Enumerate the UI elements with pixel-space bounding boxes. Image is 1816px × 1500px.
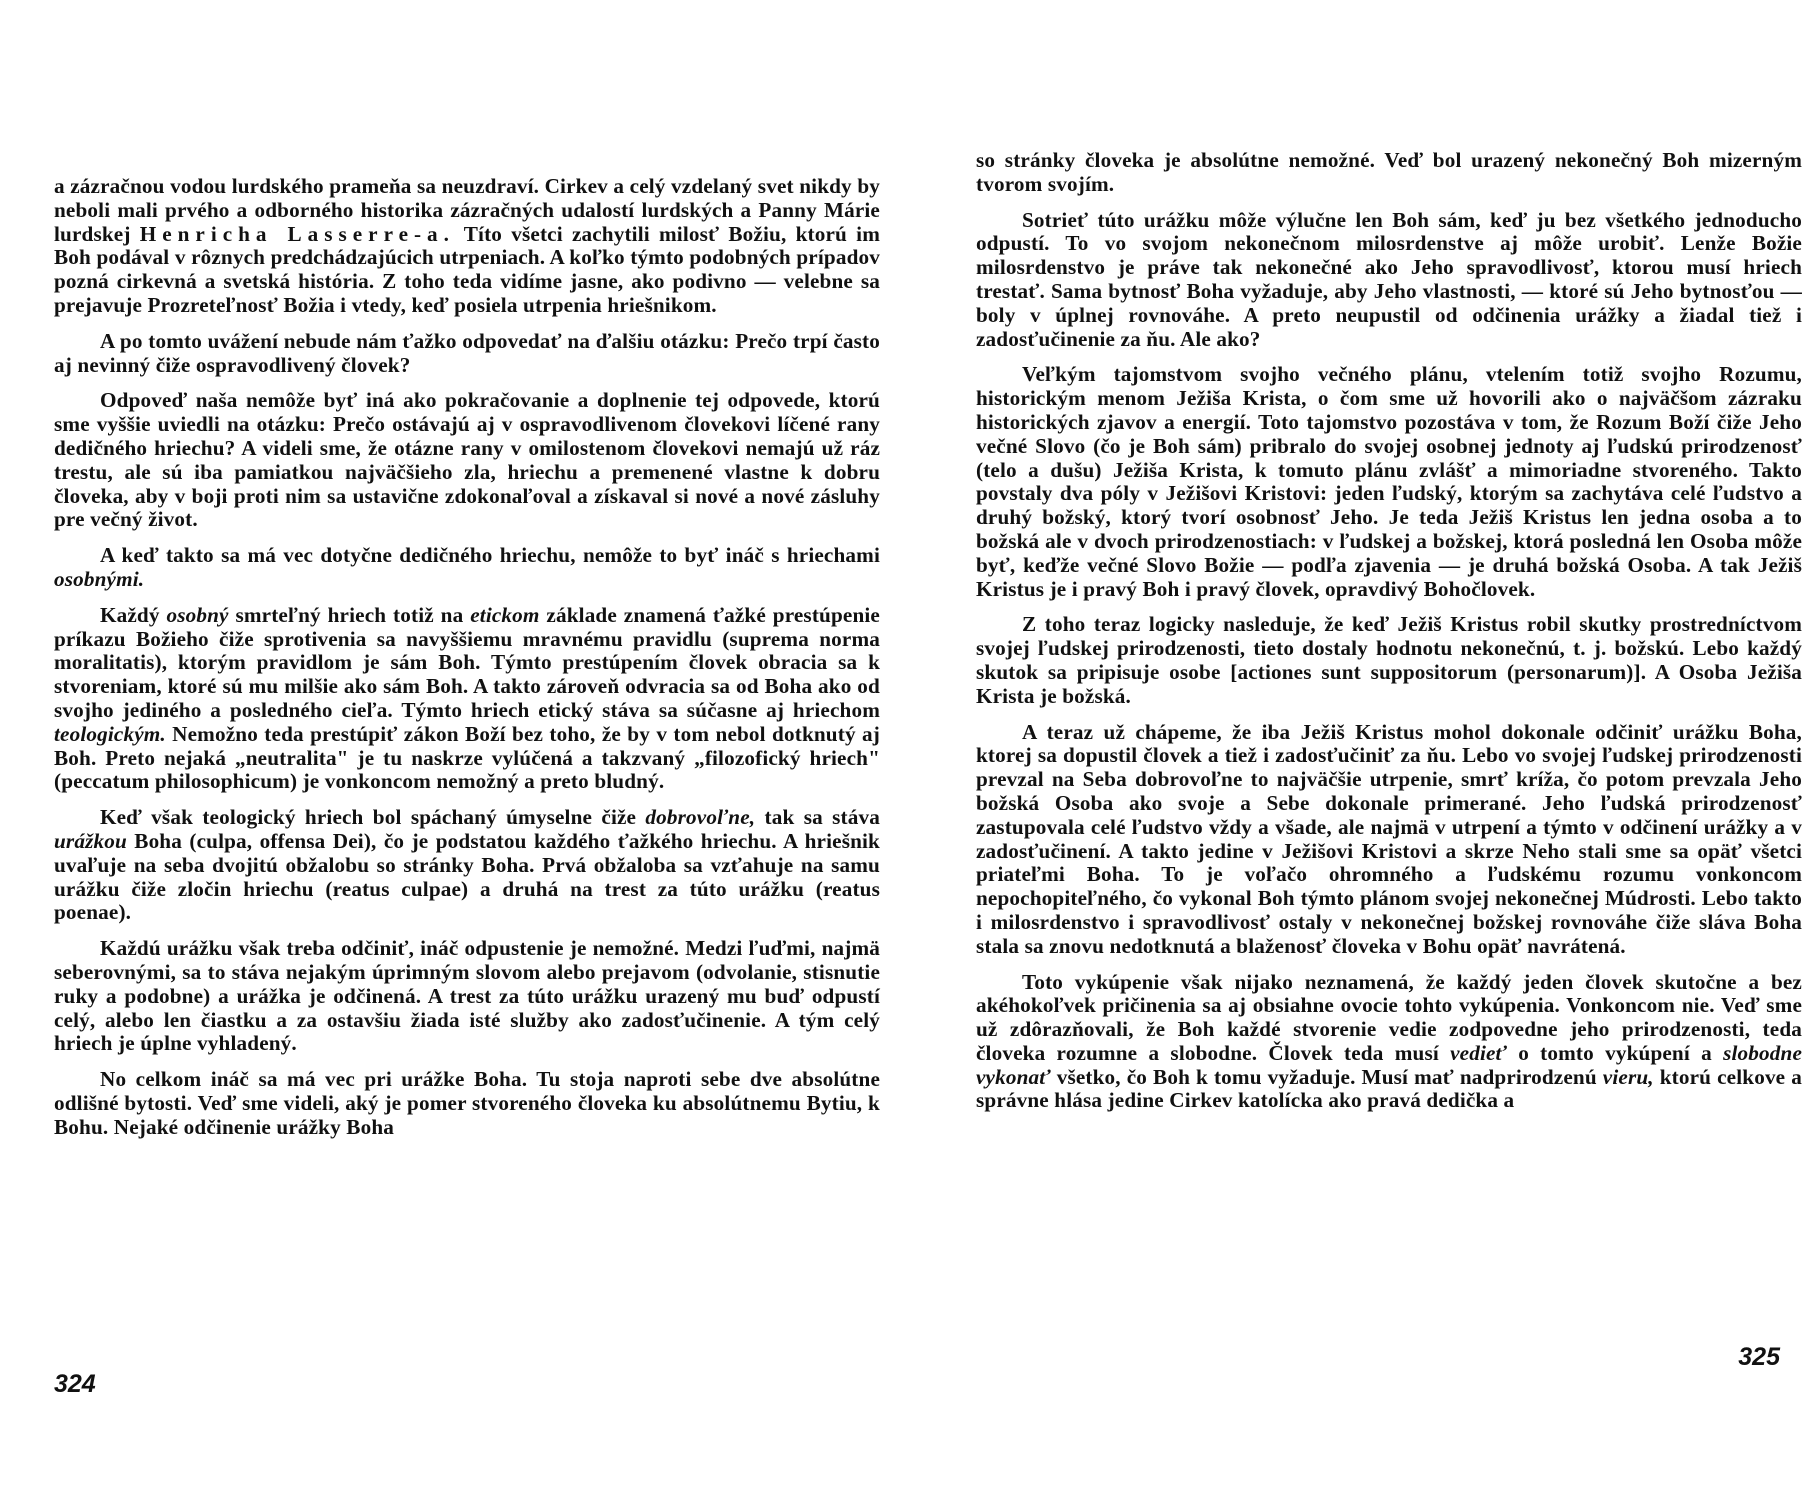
paragraph: a zázračnou vodou lurdského prameňa sa neuzdraví. Cirkev a celý vzdelaný svet nikdy by neboli mali prvého a odborného historika zázračných udalostí lurdských a Panny Márie lurdskej Henricha Lasserre-a. Títo všetci zachytili milosť Božiu, ktorú im Boh podával v rôznych predchádzajúcich utrpeniach. A koľko týmto podobných prípadov pozná cirkevná a svetská história. Z toho teda vidíme jasne, ako podivno — velebne sa prejavuje Prozreteľnosť Božia i vtedy, keď posiela utrpenia hriešnikom. xyxy=(54,174,881,317)
paragraph: Sotrieť túto urážku môže výlučne len Boh sám, keď ju bez všetkého jednoducho odpustí. To vo svojom nekonečnom milosrdenstve aj môže urobiť. Lenže Božie milosrdenstvo je práve tak nekonečné ako Jeho spravodlivosť, ktorou musí hriech trestať. Sama bytnosť Boha vyžaduje, aby Jeho vlastnosti, — ktoré sú Jeho bytnosťou — boly v úplnej rovnováhe. A preto neupustil od odčinenia urážky a žiadal tiež i zadosťučinenie za ňu. Ale ako? xyxy=(976,207,1802,351)
paragraph: No celkom ináč sa má vec pri urážke Boha. Tu stoja naproti sebe dve absolútne odlišné bytosti. Veď sme videli, aký je pomer stvoreného človeka ku absolútnemu Bytiu, k Bohu. Nejaké odčinenie urážky Boha xyxy=(54,1067,880,1139)
paragraph: Každú urážku však treba odčiniť, ináč odpustenie je nemožné. Medzi ľuďmi, najmä seberovnými, sa to stáva nejakým úprimným slovom alebo prejavom (odvolanie, stisnutie ruky a podobne) a urážka je odčinená. A trest za túto urážku urazený mu buď odpustí celý, alebo len čiastku a za ostavšiu žiada isté služby ako zadosťučinenie. A tým celý hriech je úplne vyhladený. xyxy=(54,936,880,1056)
right-text-column xyxy=(976,149,1802,1113)
paragraph: Každý osobný smrteľný hriech totiž na etickom základe znamená ťažké prestúpenie príkazu Božieho čiže sprotivenia sa navyššiemu mravnému pravidlu (suprema norma moralitatis), ktorým pravidlom je sám Boh. Týmto prestúpením človek obracia sa k stvoreniam, ktoré sú mu milšie ako sám Boh. A takto zároveň odvracia sa od Boha ako od svojho jediného a posledného cieľa. Týmto hriech etický stáva sa súčasne aj hriechom teologickým. Nemožno teda prestúpiť zákon Boží bez toho, že by v tom nebol dotknutý aj Boh. Preto nejaká „neutralita" je tu naskrze vylúčená a takzvaný „filozofický hriech" (peccatum philosophicum) je vonkoncom nemožný a preto bludný. xyxy=(54,602,880,794)
page-number: 324 xyxy=(54,1370,96,1398)
paragraph: Keď však teologický hriech bol spáchaný úmyselne čiže dobrovoľne, tak sa stáva urážkou Boha (culpa, offensa Dei), čo je podstatou každého ťažkého hriechu. A hriešnik uvaľuje na seba dvojitú obžalobu so stránky Boha. Prvá obžaloba sa vzťahuje na samu urážku čiže zločin hriechu (reatus culpae) a druhá na trest za túto urážku (reatus poenae). xyxy=(54,805,880,925)
paragraph: A teraz už chápeme, že iba Ježiš Kristus mohol dokonale odčiniť urážku Boha, ktorej sa dopustil človek a tiež i zadosťučiniť za ňu. Lebo vo svojej ľudskej prirodzenosti prevzal na Seba dobrovoľne to najväčšie utrpenie, smrť kríža, čo potom prevzala Jeho božská Osoba ako svoje a Sebe dokonale primerané. Jeho ľudská prirodzenosť zastupovala celé ľudstvo vždy a všade, ale najmä v utrpení a týmto v odčinení urážky a v zadosťučinení. A takto jedine v Ježišovi Kristovi a skrze Neho stali sme sa opäť všetci priateľmi Boha. To je voľačo ohromného a ľudskému rozumu vonkoncom nepochopiteľného, čo vykonal Boh týmto plánom svojej nekonečnej Múdrosti. Lebo takto i milosrdenstvo i spravodlivosť ostaly v nekonečnej božskej rovnováhe čiže sláva Boha stala sa znovu nedotknutá a blaženosť človeka v Bohu opäť navrátená. xyxy=(976,719,1802,958)
paragraph: Odpoveď naša nemôže byť iná ako pokračovanie a doplnenie tej odpovede, ktorú sme vyššie uviedli na otázku: Prečo ostávajú aj v ospravodlivenom človekovi líčené rany dedičného hriechu? A videli sme, že otázne rany v omilostenom človekovi nemajú už ráz trestu, ale sú iba pamiatkou najväčšieho zla, hriechu a premenené vlastne k dobru človeka, aby v boji proti nim sa ustavične zdokonaľoval a získaval si nové a nové zásluhy pre večný život. xyxy=(54,388,880,532)
paragraph: Z toho teraz logicky nasleduje, že keď Ježiš Kristus robil skutky prostredníctvom svojej ľudskej prirodzenosti, tieto dostaly hodnotu nekonečnú, t. j. božskú. Lebo každý skutok sa pripisuje osobe [actiones sunt suppositorum (personarum)]. A Osoba Ježiša Krista je božská. xyxy=(976,612,1802,708)
paragraph: Veľkým tajomstvom svojho večného plánu, vtelením totiž svojho Rozumu, historickým menom Ježiša Krista, o čom sme už hovorili ako o najväčšom zázraku historických zjavov a energií. Toto tajomstvo pozostáva v tom, že Rozum Boží čiže Jeho večné Slovo (čo je Boh sám) pribralo do svojej osobnej jednoty aj ľudskú prirodzenosť (telo a dušu) Ježiša Krista, k tomuto plánu zvlášť a mimoriadne stvoreného. Takto povstaly dva póly v Ježišovi Kristovi: jeden ľudský, ktorým sa zachytáva celé ľudstvo a druhý božský, ktorý tvorí osobnosť Jeho. Je teda Ježiš Kristus len jedna osoba a to božská ale v dvoch prirodzenostiach: v ľudskej a božskej, ktorá posledná len Osoba môže byť, keďže večné Slovo Božie — podľa zjavenia — je druhá božská Osoba. A tak Ježiš Kristus je i pravý Boh i pravý človek, opravdivý Bohočlovek. xyxy=(976,362,1802,601)
left-page xyxy=(54,0,880,1500)
paragraph: so stránky človeka je absolútne nemožné. Veď bol urazený nekonečný Boh mizerným tvorom svojím. xyxy=(976,148,1802,196)
page-number: 325 xyxy=(1738,1343,1780,1371)
paragraph: A keď takto sa má vec dotyčne dedičného hriechu, nemôže to byť ináč s hriechami osobnými. xyxy=(54,543,880,591)
paragraph: Toto vykúpenie však nijako neznamená, že každý jeden človek skutočne a bez akéhokoľvek pričinenia sa aj obsiahne ovocie tohto vykúpenia. Vonkoncom nie. Veď sme už zdôrazňovali, že Boh každé stvorenie vedie zodpovedne jeho prirodzenosti, teda človeka rozumne a slobodne. Človek teda musí vedieť o tomto vykúpení a slobodne vykonať všetko, čo Boh k tomu vyžaduje. Musí mať nadprirodzenú vieru, ktorú celkove a správne hlása jedine Cirkev katolícka ako pravá dedička a xyxy=(976,969,1803,1113)
left-text-column xyxy=(54,175,880,1139)
paragraph: A po tomto uvážení nebude nám ťažko odpovedať na ďalšiu otázku: Prečo trpí často aj nevinný čiže ospravodlivený človek? xyxy=(54,328,880,377)
right-page xyxy=(976,0,1802,1500)
